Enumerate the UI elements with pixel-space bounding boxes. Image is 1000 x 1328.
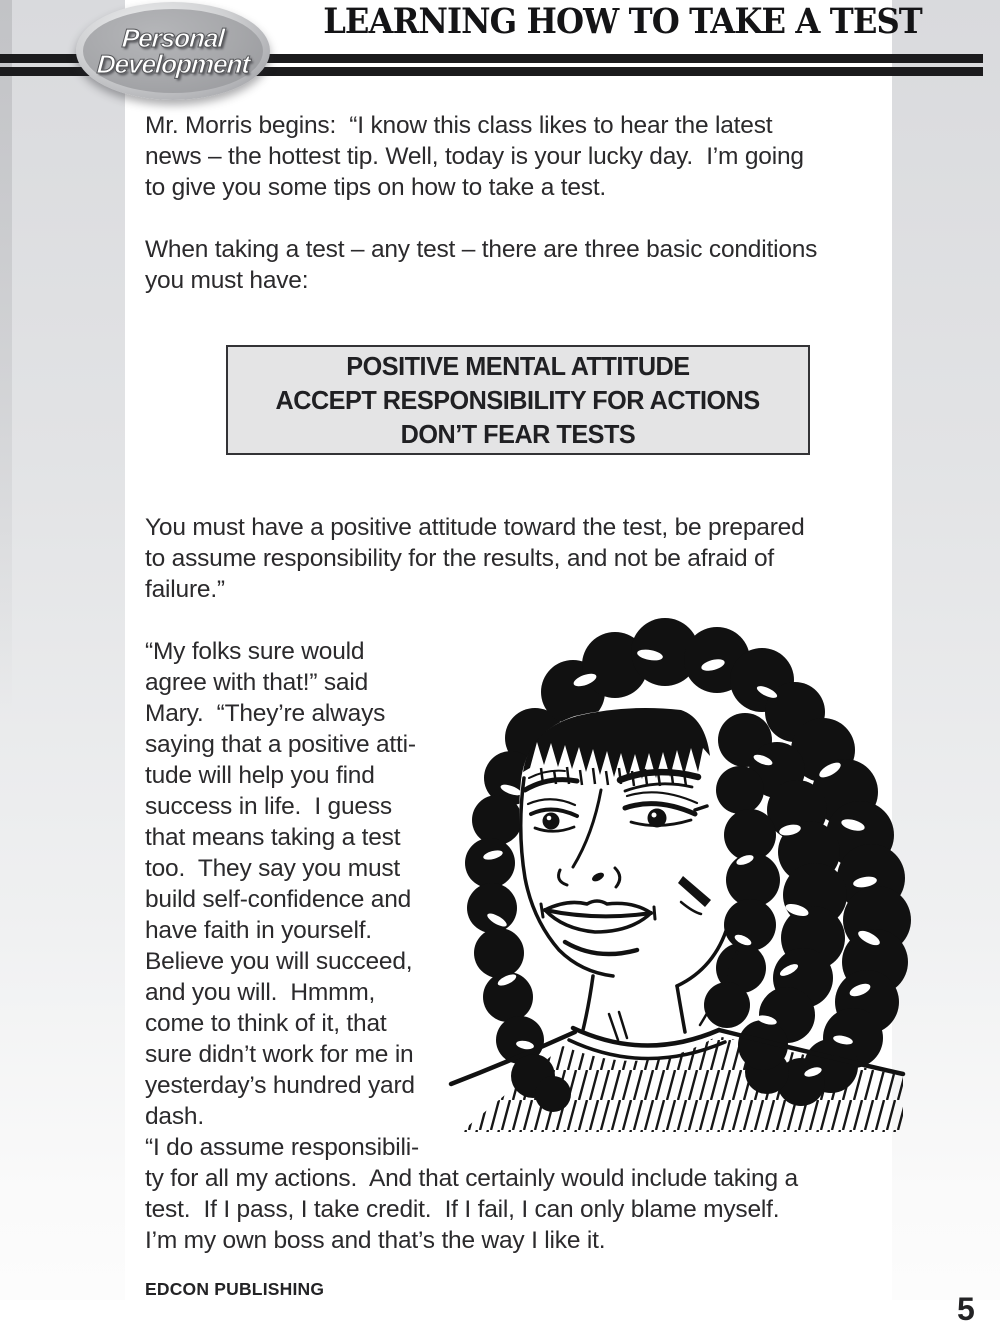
text-line: Mary. “They’re always — [145, 700, 386, 727]
page-title: LEARNING HOW TO TAKE A TEST — [323, 1, 922, 42]
paragraph-attitude — [145, 512, 805, 605]
text-line: Believe you will succeed, — [145, 948, 413, 975]
conditions-box — [226, 345, 810, 455]
text-line: You must have a positive attitude toward the test, be prepared — [145, 514, 805, 541]
text-line: you must have: — [145, 267, 309, 294]
text-line: success in life. I guess — [145, 793, 392, 820]
text-line: that means taking a test — [145, 824, 401, 851]
page-left-edge-shading — [0, 0, 12, 715]
text-line: tude will help you find — [145, 762, 375, 789]
paragraph-conditions-lead — [145, 234, 817, 296]
condition-1: POSITIVE MENTAL ATTITUDE — [346, 351, 690, 381]
personal-development-badge — [76, 2, 270, 100]
text-line: agree with that!” said — [145, 669, 369, 696]
publisher-name: EDCON PUBLISHING — [145, 1279, 325, 1299]
page-number: 5 — [957, 1291, 975, 1327]
text-line: “My folks sure would — [145, 638, 365, 665]
paragraph-mary-column — [145, 636, 419, 1163]
text-line: too. They say you must — [145, 855, 401, 882]
text-line: have faith in yourself. — [145, 917, 372, 944]
paragraph-intro — [145, 110, 804, 203]
text-line: to give you some tips on how to take a test. — [145, 174, 607, 201]
text-line: sure didn’t work for me in — [145, 1041, 414, 1068]
text-line: saying that a positive atti- — [145, 731, 416, 758]
text-line: build self-confidence and — [145, 886, 412, 913]
badge-line-1: Personal — [121, 23, 225, 53]
text-line: ty for all my actions. And that certainly would include taking a — [145, 1165, 798, 1192]
mary-portrait-illustration — [445, 620, 910, 1135]
text-line: I’m my own boss and that’s the way I like it. — [145, 1227, 606, 1254]
text-line: test. If I pass, I take credit. If I fail, I can only blame myself. — [145, 1196, 780, 1223]
text-line: news – the hottest tip. Well, today is your lucky day. I’m going — [145, 143, 804, 170]
text-line: “I do assume responsibili- — [145, 1134, 419, 1161]
text-line: failure.” — [145, 576, 225, 603]
paragraph-responsibility — [145, 1163, 798, 1256]
text-line: Mr. Morris begins: “I know this class likes to hear the latest — [145, 112, 773, 139]
text-line: and you will. Hmmm, — [145, 979, 376, 1006]
condition-3: DON’T FEAR TESTS — [400, 419, 636, 449]
text-line: to assume responsibility for the results, and not be afraid of — [145, 545, 775, 572]
badge-line-2: Development — [95, 49, 251, 79]
text-line: dash. — [145, 1103, 204, 1130]
text-line: When taking a test – any test – there are three basic conditions — [145, 236, 818, 263]
text-line: yesterday’s hundred yard — [145, 1072, 415, 1099]
text-line: come to think of it, that — [145, 1010, 387, 1037]
condition-2: ACCEPT RESPONSIBILITY FOR ACTIONS — [275, 385, 761, 415]
badge-inner-ellipse — [83, 9, 263, 93]
